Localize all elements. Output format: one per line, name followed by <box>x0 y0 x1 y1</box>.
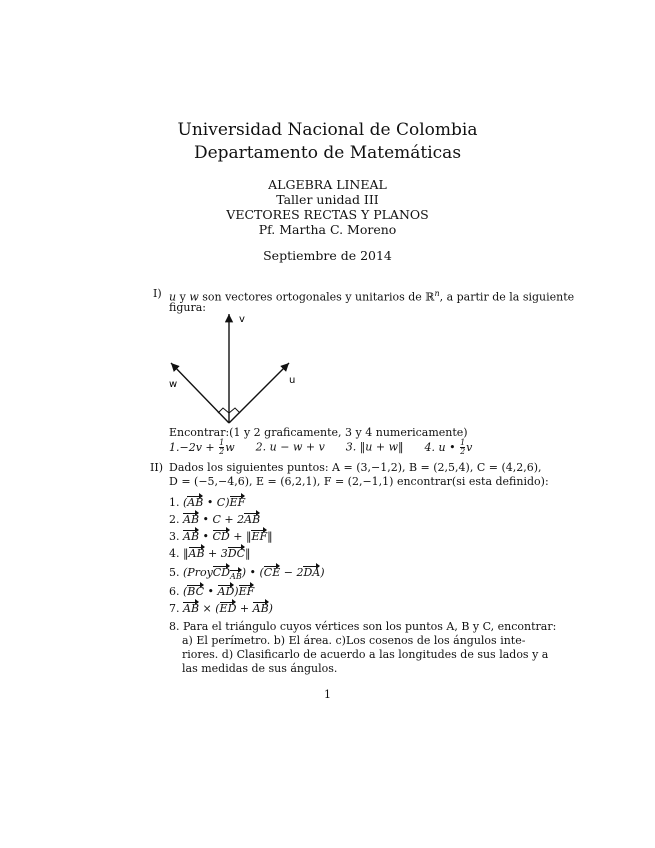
find-instructions: Encontrar:(1 y 2 graficamente, 3 y 4 numericamente) <box>169 426 468 439</box>
page-number: 1 <box>324 688 331 701</box>
vectors-figure <box>160 308 310 432</box>
section-2-points-line1: Dados los siguientes puntos: A = (3,−1,2), B = (2,5,4), C = (4,2,6), <box>169 461 542 474</box>
item-ii-2: 2. AB • C + 2AB <box>169 513 261 526</box>
item-ii-8-line4: las medidas de sus ángulos. <box>182 662 338 675</box>
label-v: v <box>239 314 245 325</box>
item-1: 1.−2v + $\frac{1}{2}$ w <box>169 438 235 456</box>
item-ii-1: 1. (AB • C)EF <box>169 496 246 509</box>
topic-title: VECTORES RECTAS Y PLANOS <box>226 207 429 222</box>
course-title: ALGEBRA LINEAL <box>268 177 387 192</box>
section-2-points-line2: D = (−5,−4,6), E = (6,2,1), F = (2,−1,1) encontrar(si esta definido): <box>169 475 549 488</box>
section-1-statement-cont: figura: <box>169 301 206 314</box>
section-2-number: II) <box>150 461 163 474</box>
item-3: 3. ‖u + w‖ <box>345 440 404 454</box>
label-u: u <box>289 375 296 386</box>
item-ii-6: 6. (BC • AD)EF <box>169 585 255 598</box>
section-1-number: I) <box>153 287 162 300</box>
item-ii-5: 5. (ProyCD$_{AB}$) • (CE − 2DA) <box>169 565 325 584</box>
item-ii-8-line1: 8. Para el triángulo cuyos vértices son los puntos A, B y C, encontrar: <box>169 620 557 633</box>
right-angle-mark-right <box>229 408 240 413</box>
professor-name: Pf. Martha C. Moreno <box>258 222 397 237</box>
date-line: Septiembre de 2014 <box>263 248 392 263</box>
vector-u-arrow <box>229 363 289 423</box>
vector-w-arrow <box>171 363 229 423</box>
right-angle-mark-left <box>218 408 229 413</box>
item-ii-4: 4. ‖AB + 3DC‖ <box>169 547 251 560</box>
item-ii-3: 3. AB • CD + ‖EF‖ <box>169 530 273 543</box>
section-1-statement: u y w son vectores ortogonales y unitarios de ℝ$^n$, a partir de la siguiente <box>169 289 575 304</box>
university-title: Universidad Nacional de Colombia <box>177 120 478 140</box>
item-2: 2. u − w + v <box>255 440 325 454</box>
item-ii-8-line2: a) El perímetro. b) El área. c)Los cosenos de los ángulos inte- <box>182 634 526 647</box>
workshop-title: Taller unidad III <box>276 192 379 207</box>
label-w: w <box>169 379 178 390</box>
item-ii-8-line3: riores. d) Clasificarlo de acuerdo a las longitudes de sus lados y a <box>182 648 549 661</box>
item-ii-7: 7. AB × (ED + AB) <box>169 602 273 615</box>
section-1-items <box>169 439 472 456</box>
item-4: 4. u • $\frac{1}{2}$ v <box>424 438 473 456</box>
department-title: Departamento de Matemáticas <box>193 143 462 163</box>
